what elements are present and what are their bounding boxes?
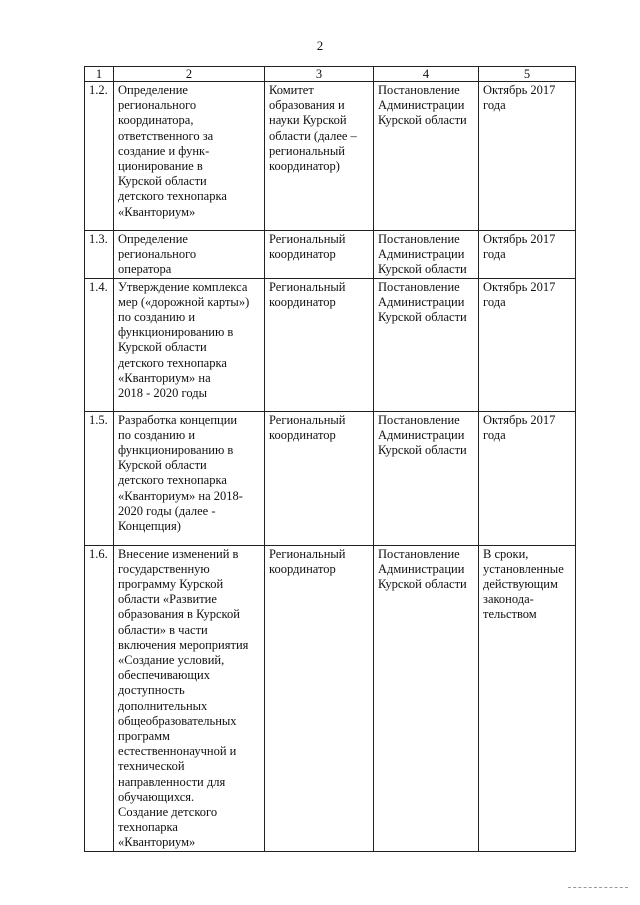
row-number: 1.6. bbox=[85, 545, 114, 851]
column-header: 3 bbox=[265, 67, 374, 82]
document-cell: Постановление Администрации Курской области bbox=[374, 411, 479, 545]
row-number: 1.4. bbox=[85, 278, 114, 411]
document-cell: Постановление Администрации Курской области bbox=[374, 545, 479, 851]
table-row bbox=[85, 545, 576, 851]
responsible-cell: Региональный координатор bbox=[265, 411, 374, 545]
table-row bbox=[85, 231, 576, 279]
document-cell: Постановление Администрации Курской области bbox=[374, 278, 479, 411]
scan-artifact bbox=[568, 885, 628, 888]
deadline-cell: В сроки, установленные действующим законода- тельством bbox=[479, 545, 576, 851]
deadline-cell: Октябрь 2017 года bbox=[479, 411, 576, 545]
event-cell: Определение регионального оператора bbox=[114, 231, 265, 279]
deadline-cell: Октябрь 2017 года bbox=[479, 278, 576, 411]
responsible-cell: Региональный координатор bbox=[265, 278, 374, 411]
column-header: 2 bbox=[114, 67, 265, 82]
responsible-cell: Региональный координатор bbox=[265, 545, 374, 851]
column-header: 4 bbox=[374, 67, 479, 82]
event-cell: Внесение изменений в государственную программу Курской области «Развитие образования в Курской области» в части включения мероприятия «Создание условий, обеспечивающих доступность дополнительных общеобразовательных программ естественнонаучной и технической направленности для обучающихся. Создание детского технопарка «Кванториум» bbox=[114, 545, 265, 851]
document-cell: Постановление Администрации Курской области bbox=[374, 231, 479, 279]
deadline-cell: Октябрь 2017 года bbox=[479, 82, 576, 231]
event-cell: Определение регионального координатора, ответственного за создание и функ- ционирование в Курской области детского технопарка «Кванториум» bbox=[114, 82, 265, 231]
document-cell: Постановление Администрации Курской области bbox=[374, 82, 479, 231]
row-number: 1.2. bbox=[85, 82, 114, 231]
table-row bbox=[85, 82, 576, 231]
responsible-cell: Региональный координатор bbox=[265, 231, 374, 279]
measures-table bbox=[84, 66, 576, 852]
column-header: 5 bbox=[479, 67, 576, 82]
responsible-cell: Комитет образования и науки Курской области (далее – региональный координатор) bbox=[265, 82, 374, 231]
table-row bbox=[85, 411, 576, 545]
event-cell: Утверждение комплекса мер («дорожной карты») по созданию и функционированию в Курской области детского технопарка «Кванториум» на 2018 - 2020 годы bbox=[114, 278, 265, 411]
table-row bbox=[85, 278, 576, 411]
event-cell: Разработка концепции по созданию и функционированию в Курской области детского технопарка «Кванториум» на 2018- 2020 годы (далее - Концепция) bbox=[114, 411, 265, 545]
page-number: 2 bbox=[316, 38, 324, 53]
column-header: 1 bbox=[85, 67, 114, 82]
table-header-row bbox=[85, 67, 576, 82]
row-number: 1.3. bbox=[85, 231, 114, 279]
row-number: 1.5. bbox=[85, 411, 114, 545]
deadline-cell: Октябрь 2017 года bbox=[479, 231, 576, 279]
